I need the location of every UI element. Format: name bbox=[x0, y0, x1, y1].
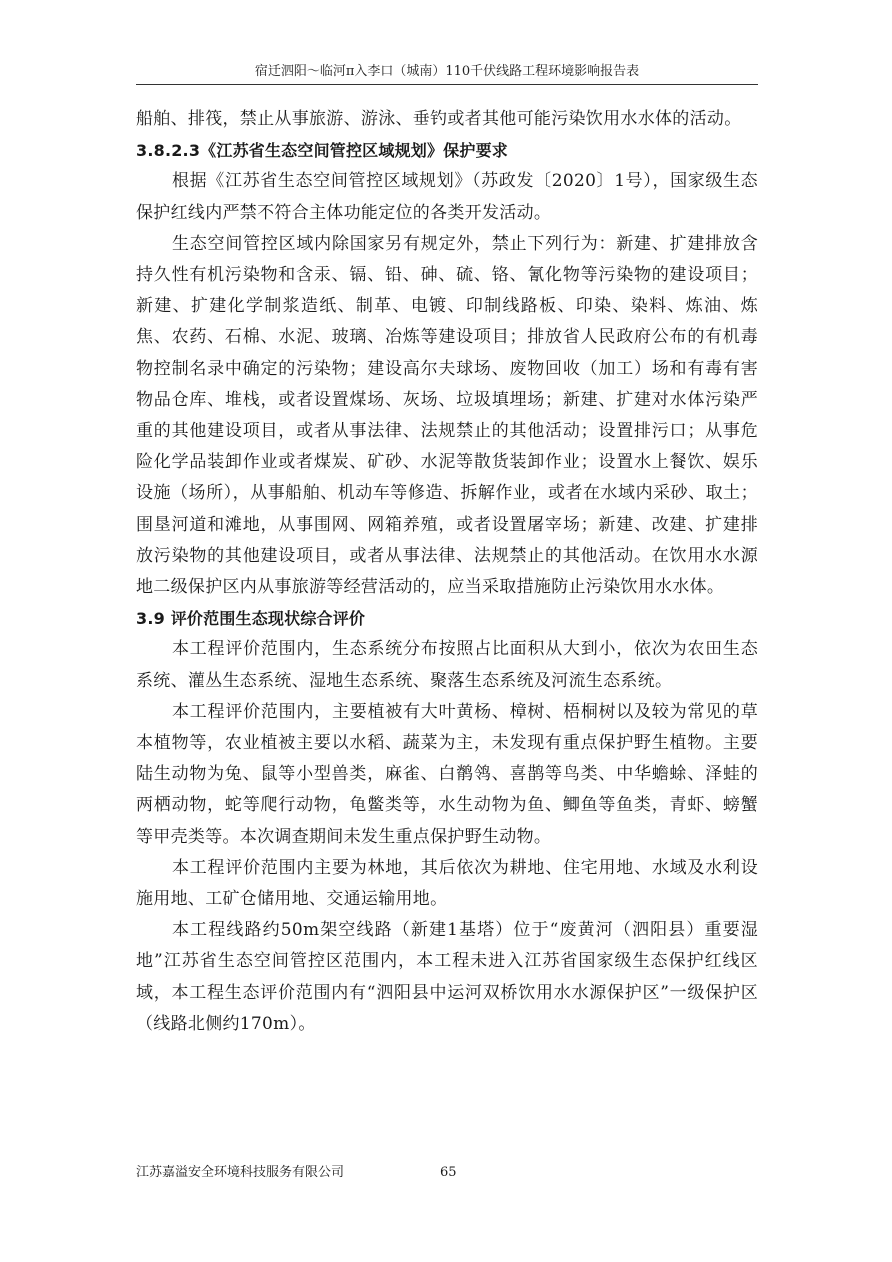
header-divider bbox=[136, 84, 758, 85]
section-heading-3-9: 3.9 评价范围生态现状综合评价 bbox=[136, 609, 366, 629]
page-number: 65 bbox=[440, 1165, 457, 1180]
paragraph-flora-fauna: 本工程评价范围内，主要植被有大叶黄杨、樟树、梧桐树以及较为常见的草本植物等，农业植被主要以水稻、蔬菜为主，未发现有重点保护野生植物。主要陆生动物为兔、鼠等小型兽类，麻雀、白鹡鸰、喜鹊等鸟类、中华蟾蜍、泽蛙的两栖动物，蛇等爬行动物，龟鳖类等，水生动物为鱼、鲫鱼等鱼类，青虾、螃蟹等甲壳类等。本次调查期间未发生重点保护野生动物。 bbox=[136, 701, 758, 847]
section-heading-3-8-2-3: 3.8.2.3《江苏省生态空间管控区域规划》保护要求 bbox=[136, 141, 508, 161]
paragraph-land-use: 本工程评价范围内主要为林地，其后依次为耕地、住宅用地、水域及水利设施用地、工矿仓储用地、交通运输用地。 bbox=[136, 857, 758, 910]
paragraph-route-location: 本工程线路约50m架空线路（新建1基塔）位于“废黄河（泗阳县）重要湿地”江苏省生态空间管控区范围内，本工程未进入江苏省国家级生态保护红线区域，本工程生态评价范围内有“泗阳县中运河双桥饮用水水源保护区”一级保护区（线路北侧约170m）。 bbox=[136, 920, 758, 1034]
paragraph-prohibited-activities: 生态空间管控区域内除国家另有规定外，禁止下列行为：新建、扩建排放含持久性有机污染物和含汞、镉、铅、砷、硫、铬、氰化物等污染物的建设项目；新建、扩建化学制浆造纸、制革、电镀、印制线路板、印染、染料、炼油、炼焦、农药、石棉、水泥、玻璃、冶炼等建设项目；排放省人民政府公布的有机毒物控制名录中确定的污染物；建设高尔夫球场、废物回收（加工）场和有毒有害物品仓库、堆栈，或者设置煤场、灰场、垃圾填埋场；新建、扩建对水体污染严重的其他建设项目，或者从事法律、法规禁止的其他活动；设置排污口；从事危险化学品装卸作业或者煤炭、矿砂、水泥等散货装卸作业；设置水上餐饮、娱乐设施（场所），从事船舶、机动车等修造、拆解作业，或者在水域内采砂、取土；围垦河道和滩地，从事围网、网箱养殖，或者设置屠宰场；新建、改建、扩建排放污染物的其他建设项目，或者从事法律、法规禁止的其他活动。在饮用水水源地二级保护区内从事旅游等经营活动的，应当采取措施防止污染饮用水水体。 bbox=[136, 233, 758, 598]
paragraph-ecosystems: 本工程评价范围内，生态系统分布按照占比面积从大到小，依次为农田生态系统、灌丛生态系统、湿地生态系统、聚落生态系统及河流生态系统。 bbox=[136, 639, 758, 691]
document-body bbox=[136, 104, 758, 1040]
page-header: 宿迁泗阳～临河π入李口（城南）110千伏线路工程环境影响报告表 bbox=[254, 64, 640, 79]
paragraph-planning-basis: 根据《江苏省生态空间管控区域规划》（苏政发〔2020〕1号），国家级生态保护红线内严禁不符合主体功能定位的各类开发活动。 bbox=[136, 171, 758, 223]
paragraph-continuation: 船舶、排筏，禁止从事旅游、游泳、垂钓或者其他可能污染饮用水水体的活动。 bbox=[136, 109, 742, 129]
footer-company-name: 江苏嘉溢安全环境科技服务有限公司 bbox=[136, 1165, 345, 1180]
